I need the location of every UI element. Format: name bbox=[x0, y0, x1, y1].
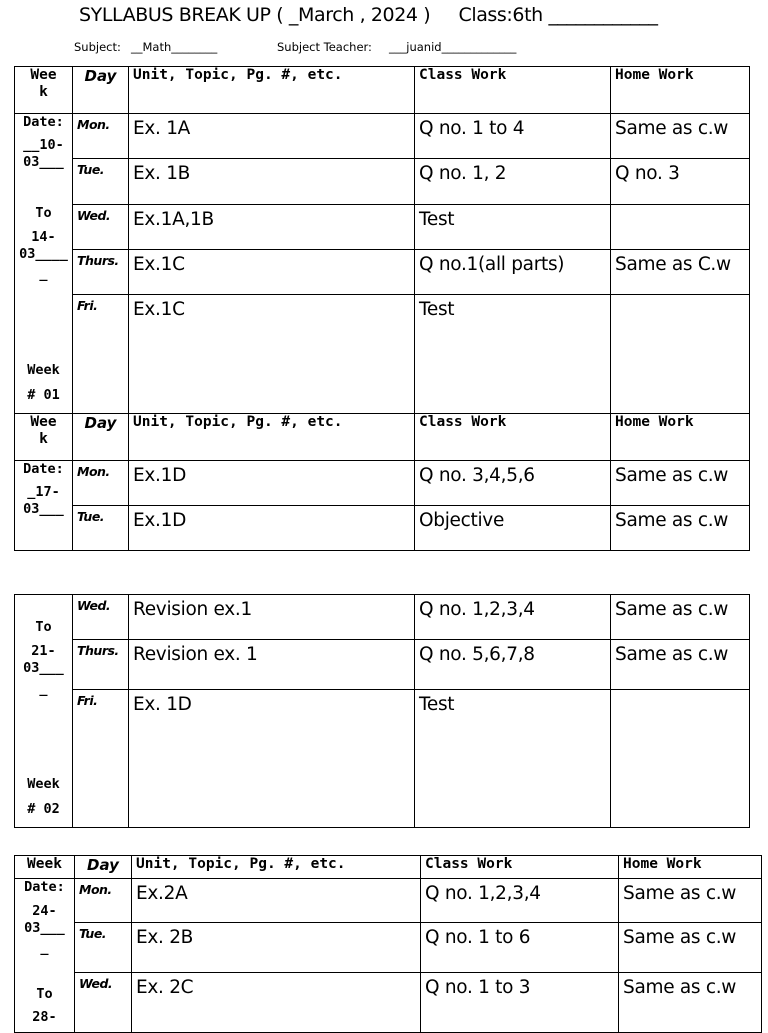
table-row bbox=[15, 295, 750, 414]
table-row bbox=[15, 461, 750, 506]
classwork-cell: Q no. 1,2,3,4 bbox=[421, 879, 619, 923]
week2-date-cell bbox=[15, 595, 73, 828]
classwork-cell: Q no. 1 to 4 bbox=[415, 114, 611, 159]
unit-cell: Ex.1C bbox=[129, 295, 415, 414]
classwork-cell: Q no. 5,6,7,8 bbox=[415, 640, 611, 690]
classwork-cell: Q no.1(all parts) bbox=[415, 250, 611, 295]
date-label: Date: bbox=[24, 879, 65, 895]
teacher-label: Subject Teacher: bbox=[277, 40, 372, 54]
day-header: Day bbox=[75, 856, 132, 879]
unit-cell: Revision ex. 1 bbox=[129, 640, 415, 690]
homework-cell: Same as c.w bbox=[619, 973, 762, 1033]
unit-cell: Ex. 1B bbox=[129, 159, 415, 205]
unit-cell: Ex. 2C bbox=[132, 973, 421, 1033]
day-cell: Wed. bbox=[75, 973, 132, 1033]
classwork-cell: Q no. 1 to 3 bbox=[421, 973, 619, 1033]
date-from: __10- bbox=[23, 137, 64, 153]
day-cell: Mon. bbox=[73, 114, 129, 159]
unit-header: Unit, Topic, Pg. #, etc. bbox=[132, 856, 421, 879]
unit-cell: Ex.2A bbox=[132, 879, 421, 923]
unit-cell: Ex.1D bbox=[129, 506, 415, 551]
date-to: 03____ bbox=[19, 246, 68, 262]
date-from: 03___ bbox=[23, 501, 64, 517]
date-to: 03___ bbox=[23, 660, 64, 676]
date-from: _ bbox=[40, 940, 49, 956]
table-row bbox=[15, 114, 750, 159]
day-cell: Thurs. bbox=[73, 250, 129, 295]
date-to: 28- bbox=[32, 1009, 57, 1025]
week2-continued-table bbox=[14, 594, 750, 828]
date-to: 14- bbox=[31, 229, 56, 245]
homework-cell: Same as c.w bbox=[619, 923, 762, 973]
day-cell: Fri. bbox=[73, 295, 129, 414]
table-row bbox=[15, 159, 750, 205]
homework-cell bbox=[611, 295, 750, 414]
classwork-cell: Objective bbox=[415, 506, 611, 551]
week3-table bbox=[14, 855, 762, 1033]
table-row bbox=[15, 879, 762, 923]
day-cell: Tue. bbox=[73, 506, 129, 551]
classwork-cell: Test bbox=[415, 690, 611, 828]
week2-date-cell bbox=[15, 461, 73, 551]
unit-header: Unit, Topic, Pg. #, etc. bbox=[129, 67, 415, 114]
day-cell: Mon. bbox=[73, 461, 129, 506]
to-label: To bbox=[36, 986, 53, 1002]
unit-cell: Ex. 1D bbox=[129, 690, 415, 828]
subject-value: __Math________ bbox=[131, 40, 218, 54]
day-cell: Thurs. bbox=[73, 640, 129, 690]
homework-header: Home Work bbox=[619, 856, 762, 879]
day-cell: Fri. bbox=[73, 690, 129, 828]
date-from: _17- bbox=[27, 484, 60, 500]
week-header: Week bbox=[15, 856, 75, 879]
classwork-cell: Test bbox=[415, 205, 611, 250]
table-header-row bbox=[15, 67, 750, 114]
homework-header: Home Work bbox=[611, 67, 750, 114]
unit-cell: Revision ex.1 bbox=[129, 595, 415, 640]
document-title: SYLLABUS BREAK UP ( _March , 2024 ) Class:6th ____________ bbox=[79, 4, 658, 26]
week-number: # 01 bbox=[27, 387, 60, 403]
table-row bbox=[15, 690, 750, 828]
classwork-cell: Q no. 3,4,5,6 bbox=[415, 461, 611, 506]
day-header: Day bbox=[73, 414, 129, 461]
to-label: To bbox=[35, 619, 52, 635]
homework-cell: Same as c.w bbox=[611, 461, 750, 506]
week-label: Week bbox=[27, 776, 60, 792]
date-label: Date: bbox=[23, 114, 64, 130]
homework-cell: Q no. 3 bbox=[611, 159, 750, 205]
date-from: 03___ bbox=[24, 920, 65, 936]
week1-table bbox=[14, 66, 750, 551]
table-row bbox=[15, 250, 750, 295]
date-from: 24- bbox=[32, 903, 57, 919]
unit-header: Unit, Topic, Pg. #, etc. bbox=[129, 414, 415, 461]
classwork-cell: Q no. 1 to 6 bbox=[421, 923, 619, 973]
unit-cell: Ex.1C bbox=[129, 250, 415, 295]
date-to: _ bbox=[39, 681, 48, 697]
week-header: Wee k bbox=[15, 67, 73, 114]
table-row bbox=[15, 506, 750, 551]
table-row bbox=[15, 923, 762, 973]
to-label: To bbox=[35, 205, 52, 221]
teacher-value: ___juanid_____________ bbox=[389, 40, 517, 54]
week-header: Wee k bbox=[15, 414, 73, 461]
classwork-header: Class Work bbox=[415, 67, 611, 114]
table-header-row bbox=[15, 856, 762, 879]
day-cell: Tue. bbox=[73, 159, 129, 205]
subject-label: Subject: bbox=[74, 40, 121, 54]
date-label: Date: bbox=[23, 461, 64, 477]
homework-cell: Same as C.w bbox=[611, 250, 750, 295]
classwork-cell: Test bbox=[415, 295, 611, 414]
week3-date-cell bbox=[15, 879, 75, 1033]
day-cell: Tue. bbox=[75, 923, 132, 973]
homework-cell: Same as c.w bbox=[611, 114, 750, 159]
homework-cell: Same as c.w bbox=[611, 640, 750, 690]
table-row bbox=[15, 205, 750, 250]
day-cell: Wed. bbox=[73, 595, 129, 640]
table-header-row bbox=[15, 414, 750, 461]
unit-cell: Ex. 2B bbox=[132, 923, 421, 973]
unit-cell: Ex.1A,1B bbox=[129, 205, 415, 250]
week-label: Week bbox=[27, 362, 60, 378]
homework-cell: Same as c.w bbox=[611, 595, 750, 640]
unit-cell: Ex.1D bbox=[129, 461, 415, 506]
unit-cell: Ex. 1A bbox=[129, 114, 415, 159]
date-to: 21- bbox=[31, 643, 56, 659]
classwork-cell: Q no. 1,2,3,4 bbox=[415, 595, 611, 640]
classwork-cell: Q no. 1, 2 bbox=[415, 159, 611, 205]
homework-cell bbox=[611, 205, 750, 250]
classwork-header: Class Work bbox=[415, 414, 611, 461]
homework-cell bbox=[611, 690, 750, 828]
day-cell: Wed. bbox=[73, 205, 129, 250]
day-cell: Mon. bbox=[75, 879, 132, 923]
week1-date-cell bbox=[15, 114, 73, 414]
date-from: 03___ bbox=[23, 154, 64, 170]
homework-header: Home Work bbox=[611, 414, 750, 461]
classwork-header: Class Work bbox=[421, 856, 619, 879]
homework-cell: Same as c.w bbox=[611, 506, 750, 551]
day-header: Day bbox=[73, 67, 129, 114]
week-number: # 02 bbox=[27, 801, 60, 817]
table-row bbox=[15, 640, 750, 690]
date-to: _ bbox=[39, 266, 48, 282]
homework-cell: Same as c.w bbox=[619, 879, 762, 923]
table-row bbox=[15, 595, 750, 640]
